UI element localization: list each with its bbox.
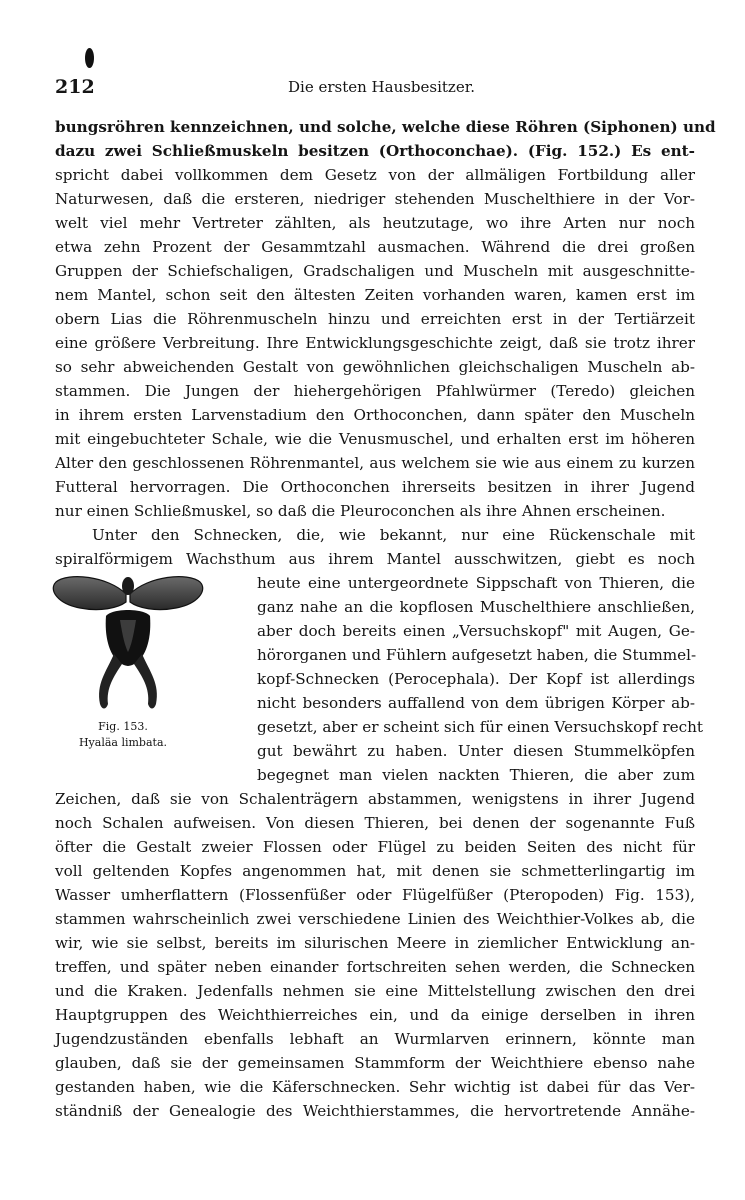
- text-line: und die Kraken. Jedenfalls nehmen sie eine Mittelstellung zwischen den drei: [55, 982, 695, 1000]
- text-line: gesetzt, aber er scheint sich für einen Versuchskopf recht: [257, 718, 704, 736]
- figure-caption: Hyaläa limbata.: [78, 736, 168, 749]
- text-line: eine größere Verbreitung. Ihre Entwicklungsgeschichte zeigt, daß sie trotz ihrer: [55, 334, 695, 352]
- text-line: bungsröhren kennzeichnen, und solche, welche diese Röhren (Siphonen) und: [55, 118, 716, 136]
- text-line: mit eingebuchteter Schale, wie die Venusmuschel, und erhalten erst im höheren: [55, 430, 695, 448]
- text-line: heute eine untergeordnete Sippschaft von Thieren, die: [257, 574, 695, 592]
- ink-blot: [85, 48, 94, 68]
- running-head: Die ersten Hausbesitzer.: [288, 78, 476, 96]
- text-line: nem Mantel, schon seit den ältesten Zeiten vorhanden waren, kamen erst im: [55, 286, 695, 304]
- text-line: nicht besonders auffallend von dem übrigen Körper ab-: [257, 694, 695, 712]
- text-line: begegnet man vielen nackten Thieren, die aber zum: [257, 766, 695, 784]
- text-line: Hauptgruppen des Weichthierreiches ein, und da einige derselben in ihren: [55, 1006, 695, 1024]
- text-line: Gruppen der Schiefschaligen, Gradschaligen und Muscheln mit ausgeschnitte-: [55, 262, 695, 280]
- text-line: Unter den Schnecken, die, wie bekannt, nur eine Rückenschale mit: [92, 526, 695, 544]
- text-line: Wasser umherflattern (Flossenfüßer oder Flügelfüßer (Pteropoden) Fig. 153),: [55, 886, 695, 904]
- text-line: Alter den geschlossenen Röhrenmantel, aus welchem sie wie aus einem zu kurzen: [55, 454, 695, 472]
- text-line: hörorganen und Fühlern aufgesetzt haben, die Stummel-: [257, 646, 697, 664]
- text-line: obern Lias die Röhrenmuscheln hinzu und erreichten erst in der Tertiärzeit: [55, 310, 695, 328]
- text-line: etwa zehn Prozent der Gesammtzahl ausmachen. Während die drei großen: [55, 238, 695, 256]
- text-line: voll geltenden Kopfes angenommen hat, mit denen sie schmetterlingartig im: [55, 862, 695, 880]
- text-line: kopf-Schnecken (Perocephala). Der Kopf ist allerdings: [257, 670, 695, 688]
- page-header: [55, 76, 695, 104]
- text-line: spiralförmigem Wachsthum aus ihrem Mantel ausschwitzen, giebt es noch: [55, 550, 695, 568]
- text-line: glauben, daß sie der gemeinsamen Stammform der Weichthiere ebenso nahe: [55, 1054, 695, 1072]
- text-line: aber doch bereits einen „Versuchskopf" mit Augen, Ge-: [257, 622, 695, 640]
- text-line: noch Schalen aufweisen. Von diesen Thieren, bei denen der sogenannte Fuß: [55, 814, 695, 832]
- page-number: 212: [55, 76, 95, 98]
- text-line: gut bewährt zu haben. Unter diesen Stummelköpfen: [257, 742, 695, 760]
- figure-number: Fig. 153.: [98, 720, 148, 733]
- text-line: so sehr abweichenden Gestalt von gewöhnlichen gleichschaligen Muscheln ab-: [55, 358, 695, 376]
- text-line: stammen. Die Jungen der hiehergehörigen Pfahlwürmer (Teredo) gleichen: [55, 382, 695, 400]
- text-line: wir, wie sie selbst, bereits im silurischen Meere in ziemlicher Entwicklung an-: [55, 934, 695, 952]
- text-line: Jugendzuständen ebenfalls lebhaft an Wurmlarven erinnern, könnte man: [55, 1030, 695, 1048]
- text-line: stammen wahrscheinlich zwei verschiedene Linien des Weichthier-Volkes ab, die: [55, 910, 695, 928]
- text-line: in ihrem ersten Larvenstadium den Orthoconchen, dann später den Muscheln: [55, 406, 695, 424]
- text-line: Naturwesen, daß die ersteren, niedriger stehenden Muschelthiere in der Vor-: [55, 190, 695, 208]
- text-line: treffen, und später neben einander fortschreiten sehen werden, die Schnecken: [55, 958, 695, 976]
- text-line: nur einen Schließmuskel, so daß die Pleuroconchen als ihre Ahnen erscheinen.: [55, 502, 666, 520]
- text-line: ständniß der Genealogie des Weichthierstammes, die hervortretende Annähe-: [55, 1102, 695, 1120]
- text-line: dazu zwei Schließmuskeln besitzen (Orthoconchae). (Fig. 152.) Es ent-: [55, 142, 695, 160]
- text-line: welt viel mehr Vertreter zählten, als heutzutage, wo ihre Arten nur noch: [55, 214, 695, 232]
- text-line: Zeichen, daß sie von Schalenträgern abstammen, wenigstens in ihrer Jugend: [55, 790, 695, 808]
- text-line: ganz nahe an die kopflosen Muschelthiere anschließen,: [257, 598, 695, 616]
- text-line: spricht dabei vollkommen dem Gesetz von der allmäligen Fortbildung aller: [55, 166, 695, 184]
- text-line: öfter die Gestalt zweier Flossen oder Flügel zu beiden Seiten des nicht für: [55, 838, 695, 856]
- figure-153: [48, 572, 248, 762]
- text-line: gestanden haben, wie die Käferschnecken. Sehr wichtig ist dabei für das Ver-: [55, 1078, 695, 1096]
- text-line: Futteral hervorragen. Die Orthoconchen ihrerseits besitzen in ihrer Jugend: [55, 478, 695, 496]
- pteropod-illustration: [48, 572, 208, 717]
